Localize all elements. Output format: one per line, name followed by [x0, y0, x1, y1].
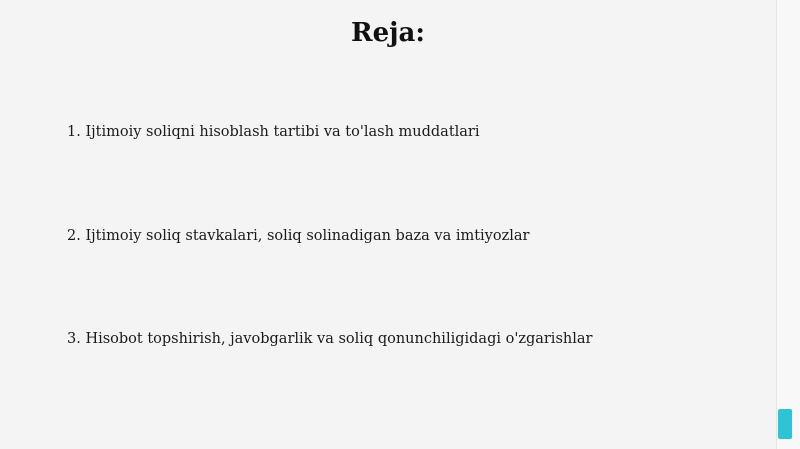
scrollbar-thumb[interactable] — [778, 409, 792, 439]
plan-item-3: 3. Hisobot topshirish, javobgarlik va soliq qonunchiligidagi o'zgarishlar — [67, 331, 593, 347]
vertical-scrollbar[interactable] — [776, 0, 800, 449]
plan-item-1: 1. Ijtimoiy soliqni hisoblash tartibi va to'lash muddatlari — [67, 124, 480, 140]
plan-item-2: 2. Ijtimoiy soliq stavkalari, soliq solinadigan baza va imtiyozlar — [67, 228, 530, 244]
slide-title: Reja: — [350, 18, 425, 48]
